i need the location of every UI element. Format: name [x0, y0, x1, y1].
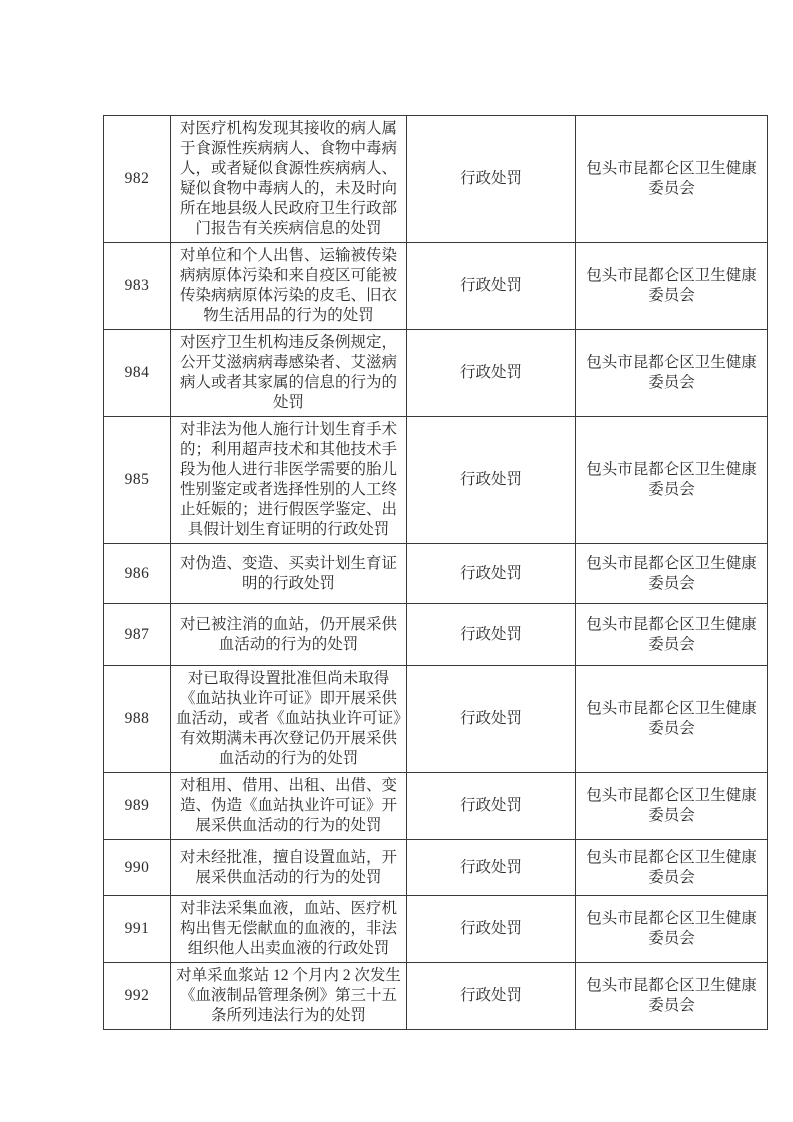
description-cell: 对单采血浆站 12 个月内 2 次发生《血液制品管理条例》第三十五条所列违法行为的处罚: [171, 963, 407, 1030]
penalty-type-cell: 行政处罚: [407, 544, 576, 604]
row-number-cell: 988: [104, 666, 171, 773]
authority-cell: 包头市昆都仑区卫生健康委员会: [576, 773, 768, 840]
penalty-type-cell: 行政处罚: [407, 243, 576, 330]
table-row: [104, 840, 768, 896]
table-row: [104, 243, 768, 330]
row-number-cell: 989: [104, 773, 171, 840]
authority-cell: 包头市昆都仑区卫生健康委员会: [576, 666, 768, 773]
table-row: [104, 417, 768, 544]
row-number-cell: 991: [104, 896, 171, 963]
row-number-cell: 982: [104, 116, 171, 243]
authority-cell: 包头市昆都仑区卫生健康委员会: [576, 544, 768, 604]
penalty-type-cell: 行政处罚: [407, 896, 576, 963]
table-row: [104, 773, 768, 840]
row-number-cell: 990: [104, 840, 171, 896]
table-row: [104, 116, 768, 243]
penalty-items-table: [103, 115, 768, 1030]
authority-cell: 包头市昆都仑区卫生健康委员会: [576, 963, 768, 1030]
description-cell: 对非法为他人施行计划生育手术的；利用超声技术和其他技术手段为他人进行非医学需要的胎儿性别鉴定或者选择性别的人工终止妊娠的；进行假医学鉴定、出具假计划生育证明的行政处罚: [171, 417, 407, 544]
description-cell: 对单位和个人出售、运输被传染病病原体污染和来自疫区可能被传染病病原体污染的皮毛、旧衣物生活用品的行为的处罚: [171, 243, 407, 330]
description-cell: 对医疗机构发现其接收的病人属于食源性疾病病人、食物中毒病人，或者疑似食源性疾病病人、疑似食物中毒病人的，未及时向所在地县级人民政府卫生行政部门报告有关疾病信息的处罚: [171, 116, 407, 243]
penalty-table-body: [104, 116, 768, 1030]
description-cell: 对非法采集血液，血站、医疗机构出售无偿献血的血液的，非法组织他人出卖血液的行政处罚: [171, 896, 407, 963]
penalty-type-cell: 行政处罚: [407, 963, 576, 1030]
penalty-type-cell: 行政处罚: [407, 666, 576, 773]
table-row: [104, 544, 768, 604]
authority-cell: 包头市昆都仑区卫生健康委员会: [576, 417, 768, 544]
authority-cell: 包头市昆都仑区卫生健康委员会: [576, 116, 768, 243]
authority-cell: 包头市昆都仑区卫生健康委员会: [576, 243, 768, 330]
description-cell: 对医疗卫生机构违反条例规定，公开艾滋病病毒感染者、艾滋病病人或者其家属的信息的行为的处罚: [171, 330, 407, 417]
penalty-type-cell: 行政处罚: [407, 773, 576, 840]
authority-cell: 包头市昆都仑区卫生健康委员会: [576, 330, 768, 417]
table-row: [104, 330, 768, 417]
description-cell: 对已取得设置批准但尚未取得《血站执业许可证》即开展采供血活动，或者《血站执业许可证》有效期满未再次登记仍开展采供血活动的行为的处罚: [171, 666, 407, 773]
row-number-cell: 987: [104, 604, 171, 666]
row-number-cell: 992: [104, 963, 171, 1030]
description-cell: 对租用、借用、出租、出借、变造、伪造《血站执业许可证》开展采供血活动的行为的处罚: [171, 773, 407, 840]
table-row: [104, 963, 768, 1030]
description-cell: 对已被注消的血站，仍开展采供血活动的行为的处罚: [171, 604, 407, 666]
penalty-type-cell: 行政处罚: [407, 116, 576, 243]
description-cell: 对伪造、变造、买卖计划生育证明的行政处罚: [171, 544, 407, 604]
row-number-cell: 985: [104, 417, 171, 544]
authority-cell: 包头市昆都仑区卫生健康委员会: [576, 840, 768, 896]
authority-cell: 包头市昆都仑区卫生健康委员会: [576, 896, 768, 963]
row-number-cell: 984: [104, 330, 171, 417]
table-row: [104, 666, 768, 773]
description-cell: 对未经批准，擅自设置血站，开展采供血活动的行为的处罚: [171, 840, 407, 896]
penalty-type-cell: 行政处罚: [407, 330, 576, 417]
row-number-cell: 986: [104, 544, 171, 604]
table-row: [104, 604, 768, 666]
penalty-type-cell: 行政处罚: [407, 840, 576, 896]
authority-cell: 包头市昆都仑区卫生健康委员会: [576, 604, 768, 666]
penalty-type-cell: 行政处罚: [407, 417, 576, 544]
row-number-cell: 983: [104, 243, 171, 330]
penalty-type-cell: 行政处罚: [407, 604, 576, 666]
table-row: [104, 896, 768, 963]
